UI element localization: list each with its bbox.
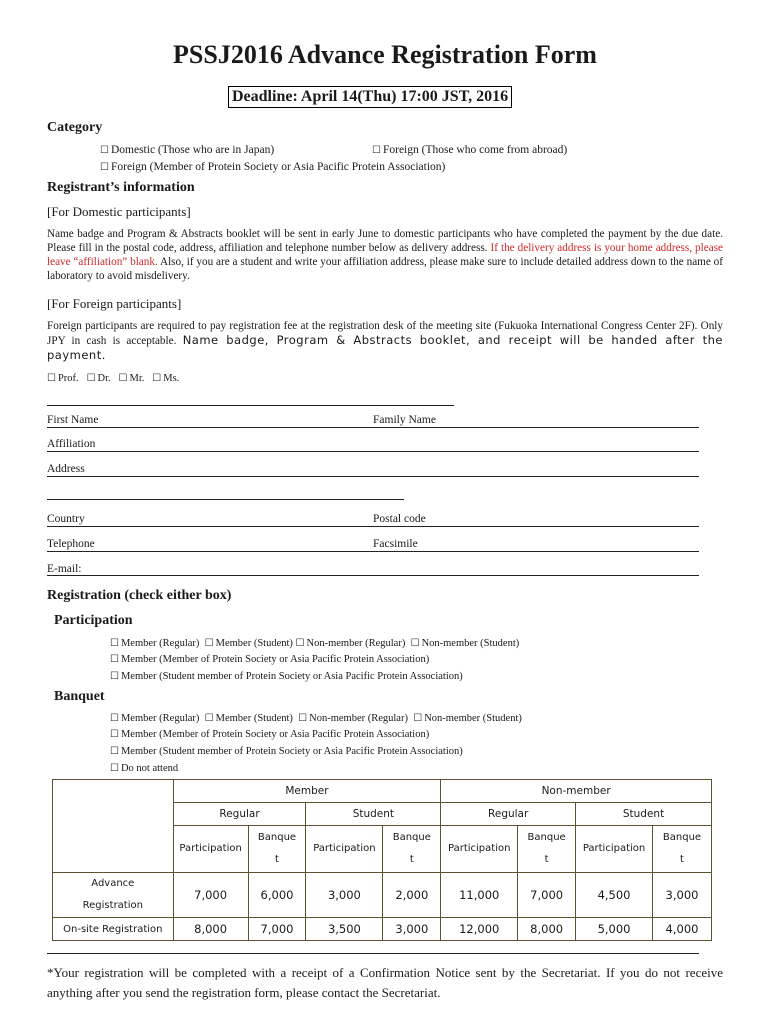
checkbox-icon[interactable]: ☐ <box>47 373 56 384</box>
row-label-advance-b: Registration <box>82 900 143 911</box>
domestic-text-end: Also, if you are a student and write your affiliation address, please make sure to include detailed address down to the name of laboratory to avoid misdelivery. <box>47 256 723 282</box>
table-row-advance <box>53 873 712 918</box>
fee-cell: 4,000 <box>653 918 712 941</box>
checkbox-icon[interactable]: ☐ <box>410 638 420 649</box>
header-member: Member <box>173 780 441 803</box>
address-field[interactable] <box>47 476 699 477</box>
checkbox-icon[interactable]: ☐ <box>110 763 119 774</box>
header-banquet-a: Banque <box>662 832 702 843</box>
header-student: Student <box>306 803 441 826</box>
header-participation: Participation <box>173 826 248 873</box>
domestic-instructions <box>47 227 723 283</box>
title-label: Prof. <box>57 373 79 384</box>
table-row-onsite <box>53 918 712 941</box>
row-label-advance <box>53 873 174 918</box>
checkbox-icon[interactable]: ☐ <box>372 145 381 156</box>
category-option-foreign[interactable] <box>372 144 567 156</box>
row-label-onsite: On-site Registration <box>53 918 174 941</box>
category-heading: Category <box>47 120 103 135</box>
category-option-label: Domestic (Those who are in Japan) <box>110 144 275 156</box>
affiliation-label: Affiliation <box>47 438 96 450</box>
fee-cell: 11,000 <box>441 873 518 918</box>
banquet-option[interactable] <box>110 713 199 724</box>
title-label: Ms. <box>163 373 180 384</box>
option-label: Member (Member of Protein Society or Asia Pacific Protein Association) <box>120 729 430 740</box>
checkbox-icon[interactable]: ☐ <box>204 713 214 724</box>
option-label: Non-member (Regular) <box>309 713 408 724</box>
checkbox-icon[interactable]: ☐ <box>413 713 423 724</box>
header-student: Student <box>576 803 712 826</box>
header-regular: Regular <box>441 803 576 826</box>
participation-options-row <box>110 638 519 649</box>
deadline-banner: Deadline: April 14(Thu) 17:00 JST, 2016 <box>228 86 512 108</box>
domestic-text: Name badge and Program & Abstracts booklet will be sent in early June to domestic participants who have completed the payment by the due date. Please fill in the postal code, address, affiliation and telephone number below as delivery address. <box>47 228 723 254</box>
option-label: Do not attend <box>120 763 179 774</box>
header-banquet-a: Banque <box>257 832 297 843</box>
option-label: Member (Regular) <box>120 638 200 649</box>
title-prof[interactable] <box>47 373 79 384</box>
participation-option[interactable] <box>110 671 463 682</box>
checkbox-icon[interactable]: ☐ <box>86 373 96 384</box>
fee-cell: 3,500 <box>306 918 383 941</box>
telephone-field[interactable] <box>47 551 373 552</box>
banquet-options-row <box>110 713 522 724</box>
checkbox-icon[interactable]: ☐ <box>298 713 308 724</box>
fee-cell: 8,000 <box>173 918 248 941</box>
telephone-label: Telephone <box>47 538 95 550</box>
fee-cell: 5,000 <box>576 918 653 941</box>
header-banquet-a: Banque <box>527 832 566 843</box>
checkbox-icon[interactable]: ☐ <box>110 729 119 740</box>
divider <box>47 953 699 954</box>
option-label: Non-member (Student) <box>421 638 520 649</box>
option-label: Non-member (Student) <box>424 713 522 724</box>
email-field[interactable] <box>47 575 699 576</box>
country-label: Country <box>47 513 85 525</box>
checkbox-icon[interactable]: ☐ <box>100 145 109 156</box>
option-label: Non-member (Regular) <box>306 638 406 649</box>
title-ms[interactable] <box>152 373 179 384</box>
option-label: Member (Student member of Protein Society or Asia Pacific Protein Association) <box>120 671 463 682</box>
fee-cell: 2,000 <box>383 873 441 918</box>
foreign-text: Foreign participants are required to pay registration fee at the registration desk of the meeting site (Fukuoka International Congress Center 2F). Only JPY in cash is acceptable. <box>47 320 723 347</box>
registration-heading: Registration (check either box) <box>47 588 232 603</box>
header-regular: Regular <box>173 803 306 826</box>
option-label: Member (Member of Protein Society or Asia Pacific Protein Association) <box>120 654 430 665</box>
participation-option[interactable] <box>411 638 520 649</box>
postal-code-label: Postal code <box>373 513 426 525</box>
first-name-label: First Name <box>47 414 99 426</box>
fee-cell: 12,000 <box>441 918 518 941</box>
title-label: Mr. <box>129 373 145 384</box>
domestic-warning: If the delivery address is your home address, please leave “affiliation” blank. <box>47 242 724 268</box>
checkbox-icon[interactable]: ☐ <box>100 162 109 173</box>
country-field[interactable] <box>47 526 373 527</box>
fee-cell: 3,000 <box>383 918 441 941</box>
category-option-label: Foreign (Member of Protein Society or Asia Pacific Protein Association) <box>110 161 446 173</box>
header-banquet-b: t <box>680 854 684 865</box>
family-name-field[interactable] <box>373 427 699 428</box>
foreign-instructions <box>47 319 723 363</box>
title-label: Dr. <box>97 373 111 384</box>
checkbox-icon[interactable]: ☐ <box>110 671 119 682</box>
banquet-option-do-not-attend[interactable] <box>110 763 178 774</box>
title-mr[interactable] <box>119 373 145 384</box>
header-banquet-b: t <box>409 854 414 865</box>
header-banquet <box>248 826 306 873</box>
option-label: Member (Student) <box>215 713 293 724</box>
table-corner <box>53 780 174 873</box>
title-dr[interactable] <box>87 373 111 384</box>
affiliation-field[interactable] <box>47 451 699 452</box>
category-option-label: Foreign (Those who come from abroad) <box>382 144 568 156</box>
fee-cell: 7,000 <box>248 918 306 941</box>
option-label: Member (Student member of Protein Society or Asia Pacific Protein Association) <box>120 746 463 757</box>
foreign-heading: [For Foreign participants] <box>47 296 182 311</box>
first-name-field[interactable] <box>47 427 373 428</box>
option-label: Member (Student) <box>215 638 293 649</box>
checkbox-icon[interactable]: ☐ <box>110 654 119 665</box>
fee-cell: 7,000 <box>518 873 576 918</box>
page-title: PSSJ2016 Advance Registration Form <box>173 40 597 69</box>
address-label: Address <box>47 463 85 475</box>
banquet-option[interactable] <box>110 729 429 740</box>
participation-option[interactable] <box>110 638 199 649</box>
banquet-option[interactable] <box>110 746 463 757</box>
header-banquet <box>383 826 441 873</box>
option-label: Member (Regular) <box>120 713 200 724</box>
checkbox-icon[interactable]: ☐ <box>110 638 119 649</box>
table-header-row <box>53 780 712 803</box>
confirmation-note: *Your registration will be completed with a receipt of a Confirmation Notice sent by the Secretariat. If you do not receive anything after you send the registration form, please contact the Secretariat. <box>47 965 723 1000</box>
fee-table <box>52 779 712 941</box>
participation-option[interactable] <box>110 654 429 665</box>
row-label-advance-a: Advance <box>91 878 135 889</box>
checkbox-icon[interactable]: ☐ <box>118 373 128 384</box>
checkbox-icon[interactable]: ☐ <box>152 373 162 384</box>
facsimile-field[interactable] <box>373 551 699 552</box>
header-banquet-b: t <box>544 854 549 865</box>
header-non-member: Non-member <box>441 780 712 803</box>
header-banquet <box>518 826 576 873</box>
facsimile-label: Facsimile <box>373 538 418 550</box>
participation-option[interactable] <box>205 638 293 649</box>
header-participation: Participation <box>441 826 518 873</box>
fee-cell: 3,000 <box>653 873 712 918</box>
header-participation: Participation <box>306 826 383 873</box>
checkbox-icon[interactable]: ☐ <box>295 638 305 649</box>
banquet-heading: Banquet <box>54 689 105 704</box>
checkbox-icon[interactable]: ☐ <box>110 746 119 757</box>
category-option-domestic[interactable] <box>100 144 274 156</box>
banquet-option[interactable] <box>298 713 408 724</box>
fee-cell: 8,000 <box>518 918 576 941</box>
header-banquet-b: t <box>275 854 279 865</box>
fee-cell: 6,000 <box>248 873 306 918</box>
category-option-foreign-member[interactable] <box>100 161 445 173</box>
checkbox-icon[interactable]: ☐ <box>110 713 119 724</box>
header-banquet <box>653 826 712 873</box>
fee-cell: 3,000 <box>306 873 383 918</box>
email-label: E-mail: <box>47 563 82 575</box>
domestic-heading: [For Domestic participants] <box>47 204 191 219</box>
registrant-heading: Registrant’s information <box>47 180 195 195</box>
foreign-text-badge: Name badge, Program & Abstracts booklet, and receipt will be handed after the payment. <box>47 333 724 362</box>
fee-cell: 4,500 <box>576 873 653 918</box>
postal-code-field[interactable] <box>373 526 699 527</box>
banquet-option[interactable] <box>413 713 522 724</box>
fee-cell: 7,000 <box>173 873 248 918</box>
participation-option[interactable] <box>296 638 406 649</box>
family-name-label: Family Name <box>373 414 436 426</box>
honorific-options <box>47 373 179 384</box>
header-participation: Participation <box>576 826 653 873</box>
banquet-option[interactable] <box>205 713 293 724</box>
participation-heading: Participation <box>54 613 133 628</box>
divider <box>47 405 454 406</box>
checkbox-icon[interactable]: ☐ <box>204 638 214 649</box>
address-field-line-2[interactable] <box>47 499 404 500</box>
header-banquet-a: Banque <box>392 832 431 843</box>
